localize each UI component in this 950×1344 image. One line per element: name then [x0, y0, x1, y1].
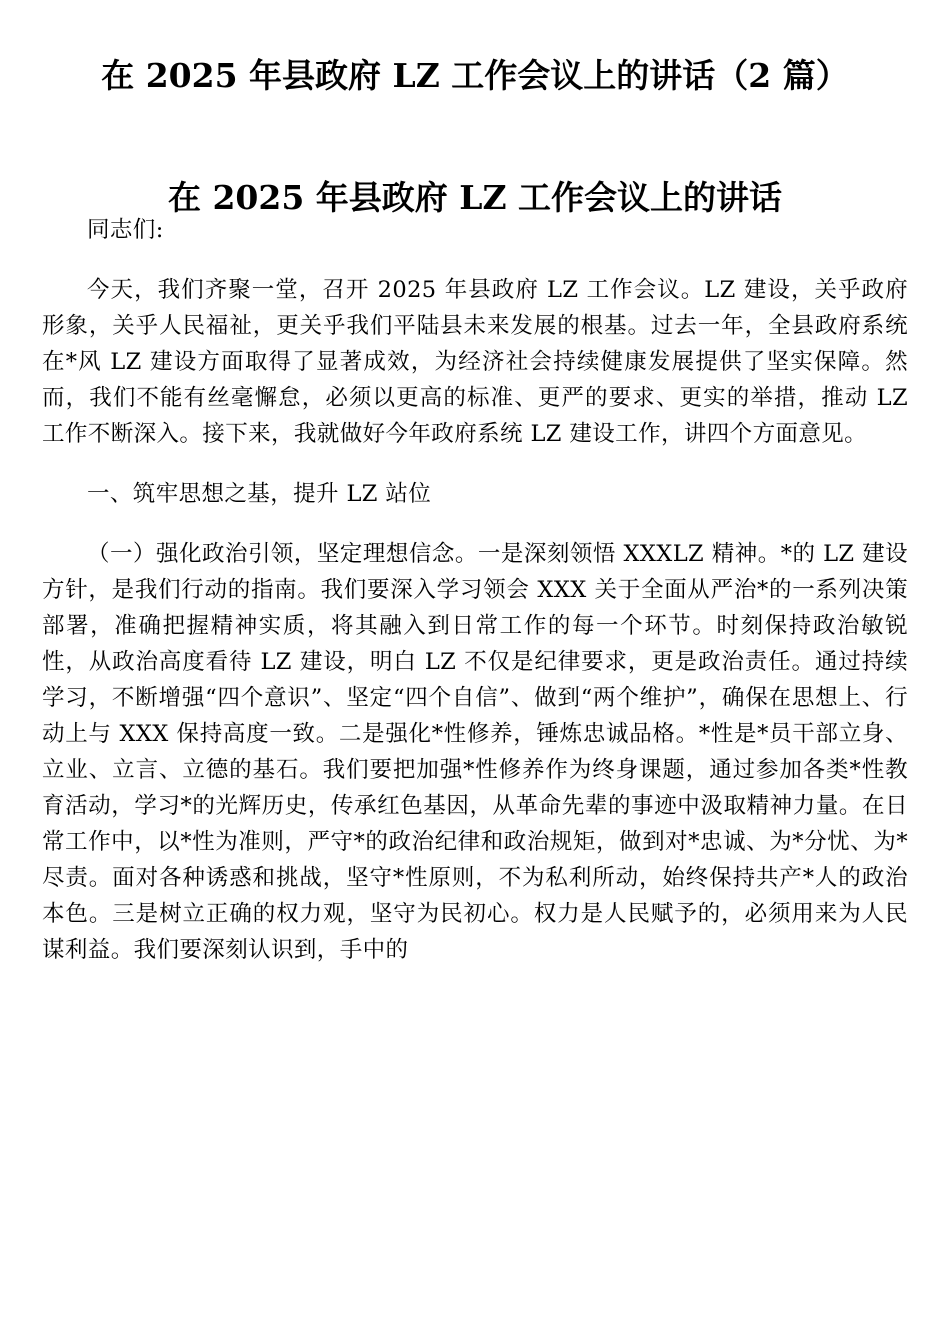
document-main-title: 在 2025 年县政府 LZ 工作会议上的讲话（2 篇） [101, 56, 849, 95]
paragraph-gap [42, 248, 908, 272]
greeting: 同志们: [87, 217, 164, 243]
speech-title: 在 2025 年县政府 LZ 工作会议上的讲话 [167, 178, 783, 217]
paragraph-intro: 今天，我们齐聚一堂，召开 2025 年县政府 LZ 工作会议。LZ 建设，关乎政府形象，关乎人民福祉，更关乎我们平陆县未来发展的根基。过去一年，全县政府系统在*风 LZ 建设方面取得了显著成效，为经济社会持续健康发展提供了坚实保障。然而，我们不能有丝毫懈怠，必须以更高的标准、更严的要求、更实的举措，推动 LZ 工作不断深入。接下来，我就做好今年政府系统 LZ 建设工作，讲四个方面意见。 [42, 277, 908, 447]
speech-body [42, 212, 908, 968]
section-heading: 一、筑牢思想之基，提升 LZ 站位 [87, 481, 432, 507]
paragraph-gap [42, 452, 908, 476]
paragraph-section-one: （一）强化政治引领，坚定理想信念。一是深刻领悟 XXXLZ 精神。*的 LZ 建设方针，是我们行动的指南。我们要深入学习领会 XXX 关于全面从严治*的一系列决策部署，准确把握精神实质，将其融入到日常工作的每一个环节。时刻保持政治敏锐性，从政治高度看待 LZ 建设，明白 LZ 不仅是纪律要求，更是政治责任。通过持续学习，不断增强“四个意识”、坚定“四个自信”、做到“两个维护”，确保在思想上、行动上与 XXX 保持高度一致。二是强化*性修养，锤炼忠诚品格。*性是*员干部立身、立业、立言、立德的基石。我们要把加强*性修养作为终身课题，通过参加各类*性教育活动，学习*的光辉历史，传承红色基因，从革命先辈的事迹中汲取精神力量。在日常工作中，以*性为准则，严守*的政治纪律和政治规矩，做到对*忠诚、为*分忧、为*尽责。面对各种诱惑和挑战，坚守*性原则，不为私利所动，始终保持共产*人的政治本色。三是树立正确的权力观，坚守为民初心。权力是人民赋予的，必须用来为人民谋利益。我们要深刻认识到，手中的 [42, 541, 908, 963]
paragraph-gap [42, 512, 908, 536]
